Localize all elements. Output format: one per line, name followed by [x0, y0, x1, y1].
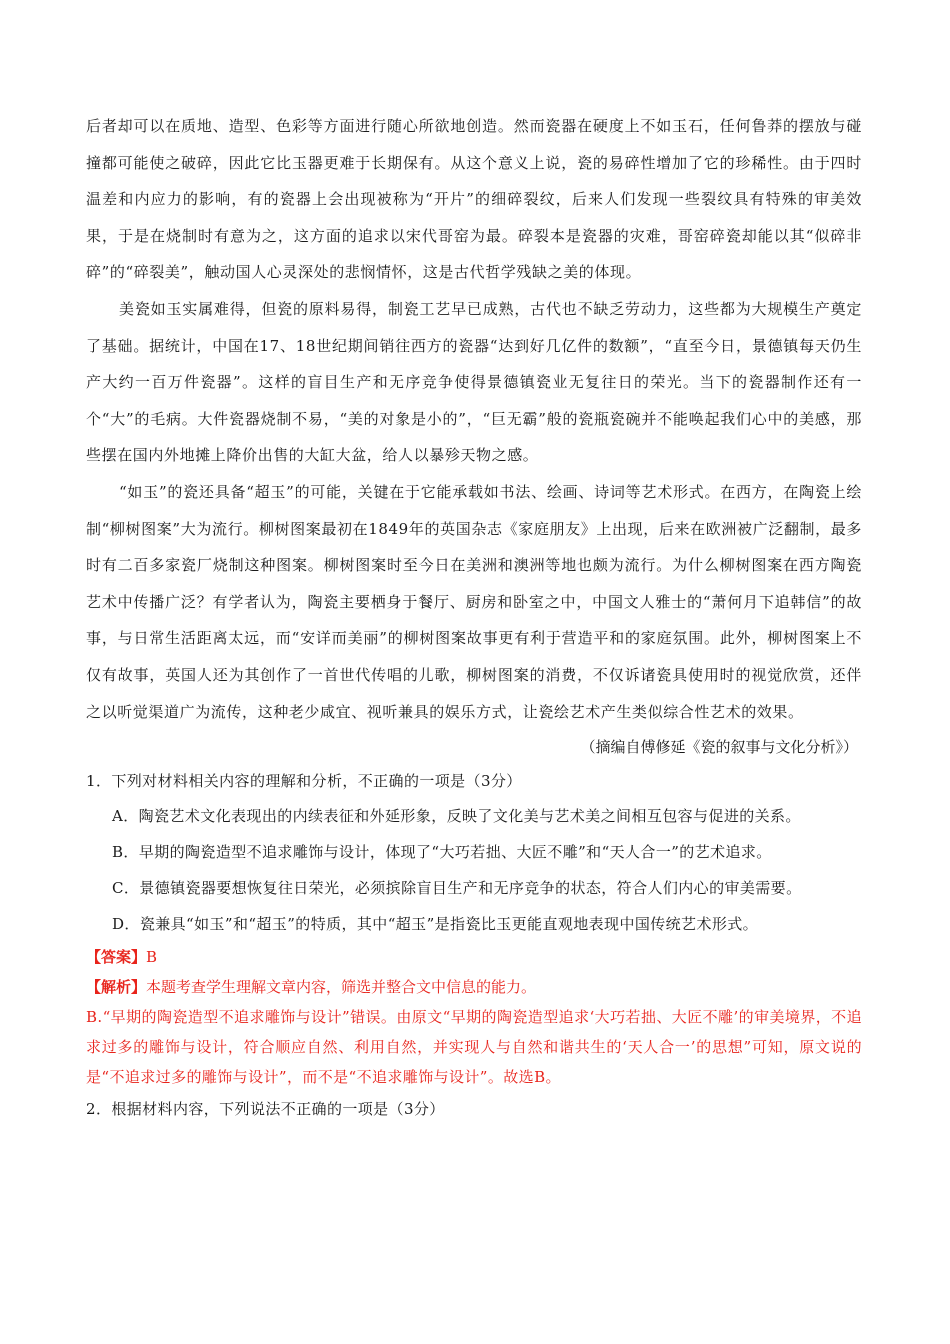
document-page [86, 108, 862, 1126]
question-1-option-b: B．早期的陶瓷造型不追求雕饰与设计，体现了“大巧若拙、大匠不雕”和“天人合一”的艺术追求。 [112, 843, 772, 862]
passage-paragraph-1: 后者却可以在质地、造型、色彩等方面进行随心所欲地创造。然而瓷器在硬度上不如玉石，任何鲁莽的摆放与碰撞都可能使之破碎，因此它比玉器更难于长期保有。从这个意义上说，瓷的易碎性增加了它的珍稀性。由于四时温差和内应力的影响，有的瓷器上会出现被称为“开片”的细碎裂纹，后来人们发现一些裂纹具有特殊的审美效果，于是在烧制时有意为之，这方面的追求以宋代哥窑为最。碎裂本是瓷器的灾难，哥窑碎瓷却能以其“似碎非碎”的“碎裂美”，触动国人心灵深处的悲悯情怀，这是古代哲学残缺之美的体现。 [86, 117, 862, 282]
passage-paragraph-2: 美瓷如玉实属难得，但瓷的原料易得，制瓷工艺早已成熟，古代也不缺乏劳动力，这些都为大规模生产奠定了基础。据统计，中国在17、18世纪期间销往西方的瓷器“达到好几亿件的数额”，“直至今日，景德镇每天仍生产大约一百万件瓷器”。这样的盲目生产和无序竞争使得景德镇瓷业无复往日的荣光。当下的瓷器制作还有一个“大”的毛病。大件瓷器烧制不易，“美的对象是小的”，“巨无霸”般的瓷瓶瓷碗并不能唤起我们心中的美感，那些摆在国内外地摊上降价出售的大缸大盆，给人以暴殄天物之感。 [86, 299, 862, 465]
question-1-option-d: D．瓷兼具“如玉”和“超玉”的特质，其中“超玉”是指瓷比玉更能直观地表现中国传统艺术形式。 [112, 915, 759, 934]
analysis-intro-line [86, 972, 862, 1002]
passage-paragraph-3: “如玉”的瓷还具备“超玉”的可能，关键在于它能承载如书法、绘画、诗词等艺术形式。在西方，在陶瓷上绘制“柳树图案”大为流行。柳树图案最初在1849年的英国杂志《家庭朋友》上出现，后来在欧洲被广泛翻制，最多时有二百多家瓷厂烧制这种图案。柳树图案时至今日在美洲和澳洲等地也颇为流行。为什么柳树图案在西方陶瓷艺术中传播广泛？有学者认为，陶瓷主要栖身于餐厅、厨房和卧室之中，中国文人雅士的“萧何月下追韩信”的故事，与日常生活距离太远，而“安详而美丽”的柳树图案故事更有利于营造平和的家庭氛围。此外，柳树图案上不仅有故事，英国人还为其创作了一首世代传唱的儿歌，柳树图案的消费，不仅诉诸瓷具使用时的视觉欣赏，还伴之以听觉渠道广为流传，这种老少咸宜、视听兼具的娱乐方式，让瓷绘艺术产生类似综合性艺术的效果。 [86, 482, 862, 721]
question-1-stem: 1．下列对材料相关内容的理解和分析，不正确的一项是（3分） [86, 772, 522, 791]
question-1-option-c: C．景德镇瓷器要想恢复往日荣光，必须摈除盲目生产和无序竞争的状态，符合人们内心的审美需要。 [112, 879, 802, 898]
question-1-option-a: A．陶瓷艺术文化表现出的内续表征和外延形象，反映了文化美与艺术美之间相互包容与促进的关系。 [112, 807, 801, 826]
analysis-intro: 本题考查学生理解文章内容，筛选并整合文中信息的能力。 [146, 978, 537, 997]
answer-value: B [146, 948, 158, 967]
analysis-body: B.“早期的陶瓷造型不追求雕饰与设计”错误。由原文“早期的陶瓷造型追求‘大巧若拙、大匠不雕’的审美境界，不追求过多的雕饰与设计，符合顺应自然、利用自然，并实现人与自然和谐共生的‘天人合一’的思想”可知，原文说的是“不追求过多的雕饰与设计”，而不是“不追求雕饰与设计”。故选B。 [86, 1008, 862, 1087]
question-2-stem: 2．根据材料内容，下列说法不正确的一项是（3分） [86, 1100, 445, 1119]
answer-tag: 【答案】 [86, 948, 147, 967]
passage-source: （摘编自傅修延《瓷的叙事与文化分析》） [580, 738, 858, 757]
answer-line [86, 942, 862, 972]
analysis-tag: 【解析】 [86, 978, 147, 997]
